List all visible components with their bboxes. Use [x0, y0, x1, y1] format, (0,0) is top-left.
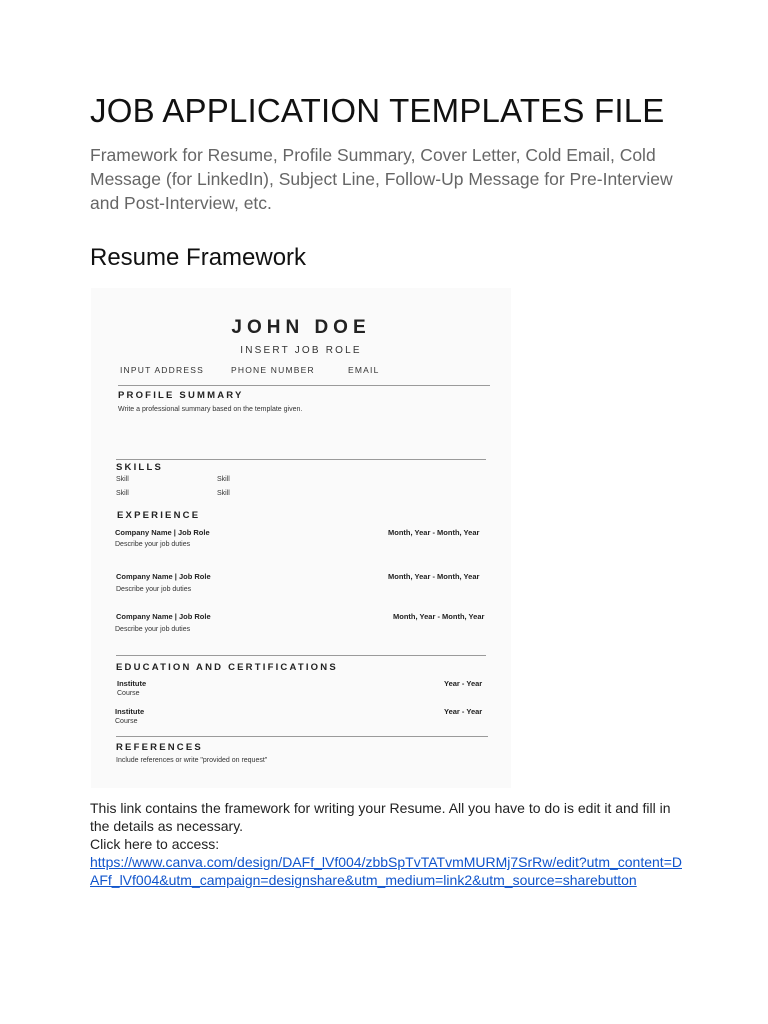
education-institute: Institute	[115, 707, 145, 716]
body-text-line: Click here to access:	[90, 836, 220, 852]
canva-link-continued[interactable]: AFf_lVf004&utm_campaign=designshare&utm_medium=link2&utm_source=sharebutton	[90, 872, 637, 888]
resume-section-references: REFERENCES	[116, 742, 203, 753]
divider	[116, 655, 486, 656]
resume-skill: Skill	[116, 490, 129, 497]
experience-title: Company Name | Job Role	[116, 612, 211, 621]
resume-skill: Skill	[217, 476, 230, 483]
resume-phone: PHONE NUMBER	[231, 365, 315, 375]
resume-profile-text: Write a professional summary based on the template given.	[118, 406, 303, 413]
education-course: Course	[117, 690, 140, 697]
resume-template-preview	[91, 288, 511, 788]
education-institute: Institute	[117, 679, 147, 688]
resume-link-description	[90, 799, 690, 889]
experience-dates: Month, Year - Month, Year	[388, 572, 480, 581]
education-course: Course	[115, 718, 138, 725]
canva-link[interactable]: https://www.canva.com/design/DAFf_lVf004/zbbSpTvTATvmMURMj7SrRw/edit?utm_content=D	[90, 854, 682, 870]
experience-title: Company Name | Job Role	[115, 528, 210, 537]
divider	[116, 736, 488, 737]
resume-name: JOHN DOE	[231, 317, 371, 338]
divider	[118, 385, 490, 386]
experience-title: Company Name | Job Role	[116, 572, 211, 581]
education-years: Year - Year	[444, 679, 483, 688]
body-text-line: This link contains the framework for writing your Resume. All you have to do is edit it and fill in	[90, 800, 671, 816]
resume-section-experience: EXPERIENCE	[117, 510, 201, 521]
document-subtitle: Framework for Resume, Profile Summary, Cover Letter, Cold Email, Cold Message (for LinkedIn), Subject Line, Follow-Up Message for Pre-Interview and Post-Interview, etc.	[90, 145, 673, 213]
resume-section-education: EDUCATION AND CERTIFICATIONS	[116, 662, 338, 673]
divider	[116, 459, 486, 460]
resume-email: EMAIL	[348, 365, 380, 375]
resume-address: INPUT ADDRESS	[120, 365, 204, 375]
experience-dates: Month, Year - Month, Year	[393, 612, 485, 621]
experience-duties: Describe your job duties	[115, 541, 191, 548]
references-text: Include references or write "provided on request"	[116, 757, 268, 764]
document-title: JOB APPLICATION TEMPLATES FILE	[90, 92, 665, 129]
resume-section-skills: SKILLS	[116, 462, 163, 473]
body-text-line: the details as necessary.	[90, 818, 244, 834]
resume-section-profile-summary: PROFILE SUMMARY	[118, 390, 244, 401]
experience-duties: Describe your job duties	[116, 586, 192, 593]
resume-job-role: INSERT JOB ROLE	[240, 345, 362, 356]
resume-skill: Skill	[217, 490, 230, 497]
experience-duties: Describe your job duties	[115, 626, 191, 633]
education-years: Year - Year	[444, 707, 483, 716]
experience-dates: Month, Year - Month, Year	[388, 528, 480, 537]
resume-skill: Skill	[116, 476, 129, 483]
section-heading-resume-framework: Resume Framework	[90, 244, 307, 271]
